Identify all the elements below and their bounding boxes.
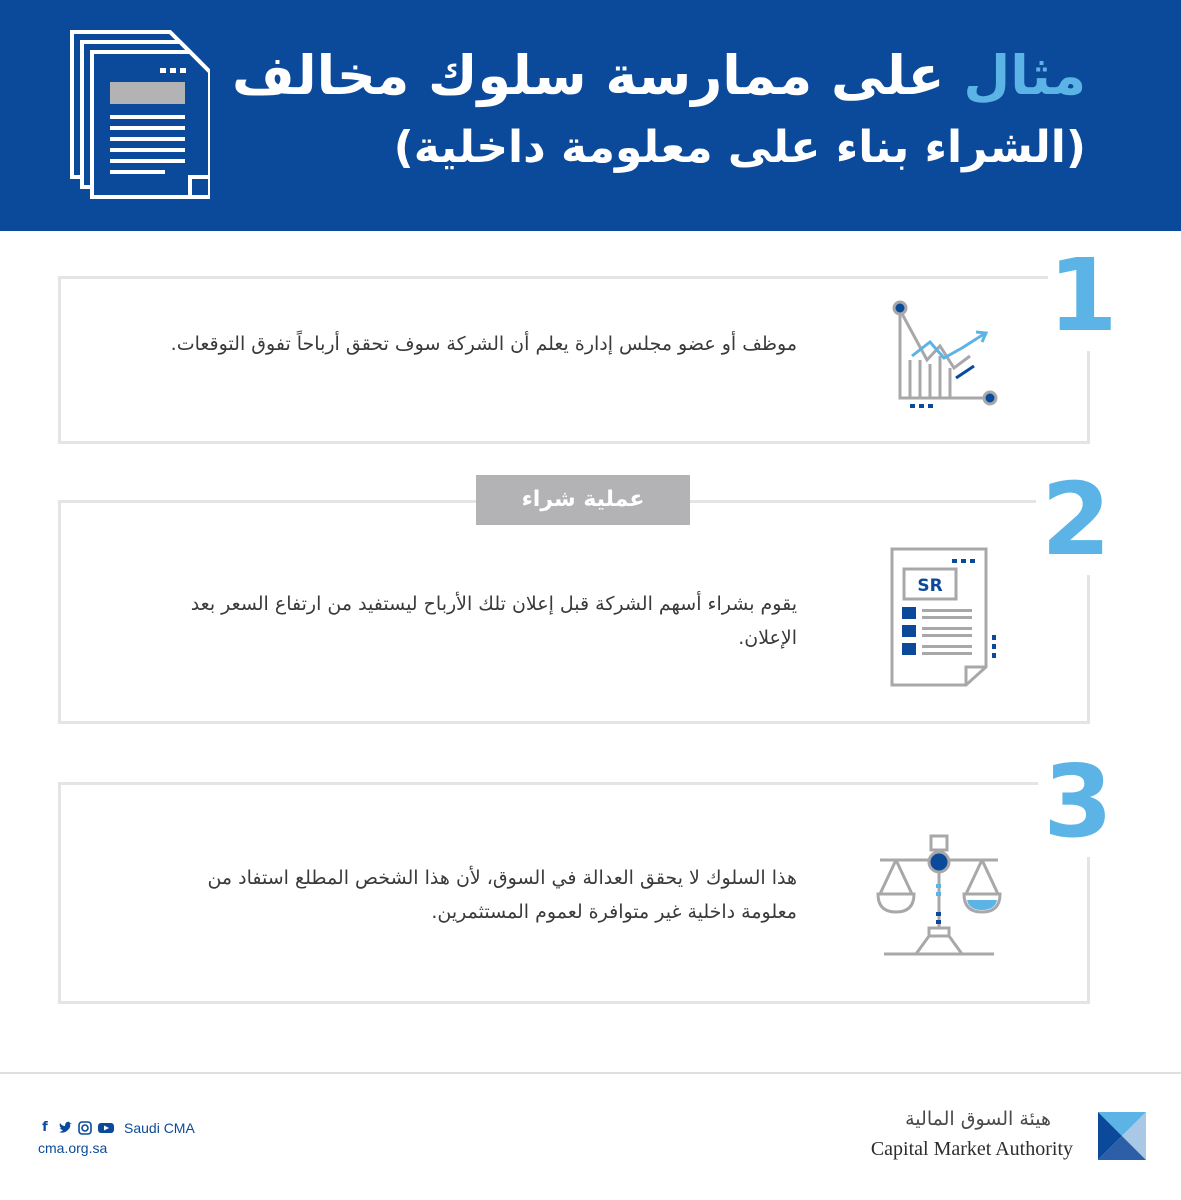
footer-divider bbox=[0, 1072, 1181, 1074]
invoice-sr-icon bbox=[888, 545, 1003, 690]
step-text-3: هذا السلوك لا يحقق العدالة في السوق، لأن هذا الشخص المطلع استفاد من معلومة داخلية غير متوافرة لعموم المستثمرين. bbox=[207, 867, 797, 923]
title-accent: مثال bbox=[963, 44, 1086, 107]
cma-logo-icon bbox=[1096, 1110, 1148, 1162]
page-subtitle: (الشراء بناء على معلومة داخلية) bbox=[393, 121, 1086, 173]
step-number-3: 3 bbox=[1038, 752, 1118, 857]
documents-icon bbox=[60, 22, 210, 202]
instagram-icon[interactable] bbox=[78, 1121, 92, 1135]
step-number-1: 1 bbox=[1048, 237, 1118, 354]
facebook-icon[interactable]: f bbox=[42, 1120, 48, 1135]
brand-name-english: Capital Market Authority bbox=[870, 1138, 1073, 1160]
invoice-sr-label: SR bbox=[917, 576, 943, 596]
website-link[interactable]: cma.org.sa bbox=[38, 1140, 108, 1156]
page-title bbox=[232, 42, 1086, 175]
step-text-1: موظف أو عضو مجلس إدارة يعلم أن الشركة سوف تحقق أرباحاً تفوق التوقعات. bbox=[170, 333, 797, 355]
brand-name-arabic: هيئة السوق المالية bbox=[905, 1108, 1051, 1130]
title-rest: على ممارسة سلوك مخالف bbox=[232, 44, 945, 107]
youtube-icon[interactable] bbox=[98, 1121, 112, 1135]
header-banner bbox=[0, 0, 1181, 231]
purchase-badge: عملية شراء bbox=[476, 475, 690, 525]
twitter-icon[interactable] bbox=[58, 1121, 72, 1135]
chart-growth-icon bbox=[882, 298, 1002, 413]
social-handle[interactable]: Saudi CMA bbox=[124, 1120, 195, 1136]
step-text-2: يقوم بشراء أسهم الشركة قبل إعلان تلك الأرباح ليستفيد من ارتفاع السعر بعد الإعلان. bbox=[190, 593, 797, 649]
balance-scale-icon bbox=[876, 832, 1002, 958]
step-number-2: 2 bbox=[1036, 470, 1116, 575]
social-links bbox=[38, 1120, 195, 1136]
